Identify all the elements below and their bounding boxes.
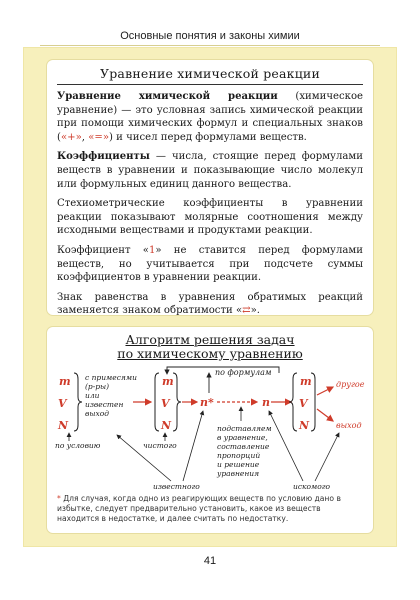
label-sought: искомого bbox=[293, 482, 331, 491]
paragraph-coefficient-one bbox=[57, 244, 363, 285]
arrow-to-yield bbox=[317, 409, 333, 421]
coefficient-one: 1 bbox=[148, 244, 156, 256]
right-m: m bbox=[300, 375, 312, 388]
equals-sign: «=» bbox=[88, 131, 109, 143]
left-V: V bbox=[58, 397, 67, 410]
n-plain: n bbox=[262, 396, 270, 409]
right-V: V bbox=[299, 397, 308, 410]
label-by-condition: по условию bbox=[55, 441, 101, 450]
algorithm-title bbox=[47, 333, 373, 361]
algorithm-card bbox=[47, 327, 373, 533]
definition-card bbox=[47, 60, 373, 315]
page-header bbox=[0, 0, 420, 46]
mid-N: N bbox=[161, 419, 172, 432]
left-note-line: или bbox=[85, 391, 100, 400]
left-m: m bbox=[59, 375, 71, 388]
paragraph-text: Знак равенства в уравнения обратимых реакций заменяется знаком обратимости « bbox=[57, 291, 363, 317]
mid-brace-left bbox=[155, 373, 159, 431]
paragraph-text: » не ставится перед формулами веществ, но учитывается при подсчете суммы коэффициентов в уравнении реакции. bbox=[57, 244, 363, 284]
header-title: Основные понятия и законы химии bbox=[120, 30, 300, 42]
card-body bbox=[57, 90, 363, 324]
left-note-line: (р-ры) bbox=[85, 382, 110, 391]
pointer-sought-2 bbox=[315, 433, 339, 481]
mid-V: V bbox=[161, 397, 170, 410]
substitute-note bbox=[216, 424, 272, 478]
paragraph-coefficients bbox=[57, 150, 363, 191]
plus-sign: «+» bbox=[60, 131, 82, 143]
mid-brace-right bbox=[173, 373, 181, 431]
label-other: другое bbox=[336, 380, 365, 389]
paragraph-stoichiometry: Стехиометрические коэффициенты в уравнении реакции показывают молярные соотношения между исходными веществами и продуктами реакции. bbox=[57, 198, 363, 237]
footnote-star: * bbox=[57, 494, 61, 503]
left-note-line: выход bbox=[85, 409, 109, 418]
pointer-known-2 bbox=[183, 411, 203, 481]
arrow-to-other bbox=[317, 387, 333, 395]
paragraph-text: Коэффициент « bbox=[57, 244, 149, 256]
term-coefficients: Коэффициенты bbox=[57, 151, 150, 163]
substitute-line: в уравнение, bbox=[217, 433, 268, 442]
mid-m: m bbox=[162, 375, 174, 388]
algorithm-title-line2: по химическому уравнению bbox=[117, 346, 303, 361]
footnote bbox=[57, 494, 363, 524]
left-note bbox=[85, 373, 137, 418]
right-N: N bbox=[299, 419, 310, 432]
label-known: известного bbox=[153, 482, 200, 491]
left-note-line: с примесями bbox=[85, 373, 137, 382]
paragraph-text: ) и чисел перед формулами веществ. bbox=[109, 131, 307, 143]
paragraph-equation bbox=[57, 90, 363, 144]
n-star: n* bbox=[200, 396, 214, 409]
label-by-formulas: по формулам bbox=[215, 368, 272, 377]
label-pure: чистого bbox=[143, 441, 177, 450]
pointer-sought-1 bbox=[269, 411, 303, 481]
left-N: N bbox=[58, 419, 69, 432]
paragraph-text: (химическое уравнение) — это условная запись химической реакции при помощи химических формул и специальных знаков ( bbox=[57, 91, 363, 143]
paragraph-reversibility bbox=[57, 291, 363, 318]
reversibility-sign: ⇄ bbox=[242, 305, 251, 317]
algorithm-title-line1: Алгоритм решения задач bbox=[125, 332, 295, 347]
left-brace bbox=[74, 373, 82, 431]
page-number: 41 bbox=[203, 555, 217, 567]
term-equation: Уравнение химической реакции bbox=[57, 91, 278, 102]
algorithm-diagram bbox=[47, 365, 373, 495]
right-brace-left bbox=[289, 373, 297, 431]
header-divider bbox=[40, 45, 380, 46]
footnote-text: Для случая, когда одно из реагирующих веществ по условию дано в избытке, следует предварительно установить, какое из веществ находится в недостатке, и далее считать по недостатку. bbox=[57, 494, 341, 523]
paragraph-text: ». bbox=[250, 305, 261, 317]
label-yield: выход bbox=[336, 421, 362, 430]
substitute-line: составление bbox=[217, 442, 270, 451]
substitute-line: подставляем bbox=[217, 424, 272, 433]
left-note-line: известен bbox=[85, 400, 124, 409]
substitute-line: и решение bbox=[217, 460, 260, 469]
card-title: Уравнение химической реакции bbox=[57, 66, 363, 85]
paragraph-text: , bbox=[81, 131, 89, 143]
paragraph-text: — числа, стоящие перед формулами веществ в уравнении и показывающие число молекул или формульных единиц данного вещества. bbox=[57, 151, 363, 190]
substitute-line: пропорций bbox=[217, 451, 261, 460]
substitute-line: уравнения bbox=[217, 469, 260, 478]
